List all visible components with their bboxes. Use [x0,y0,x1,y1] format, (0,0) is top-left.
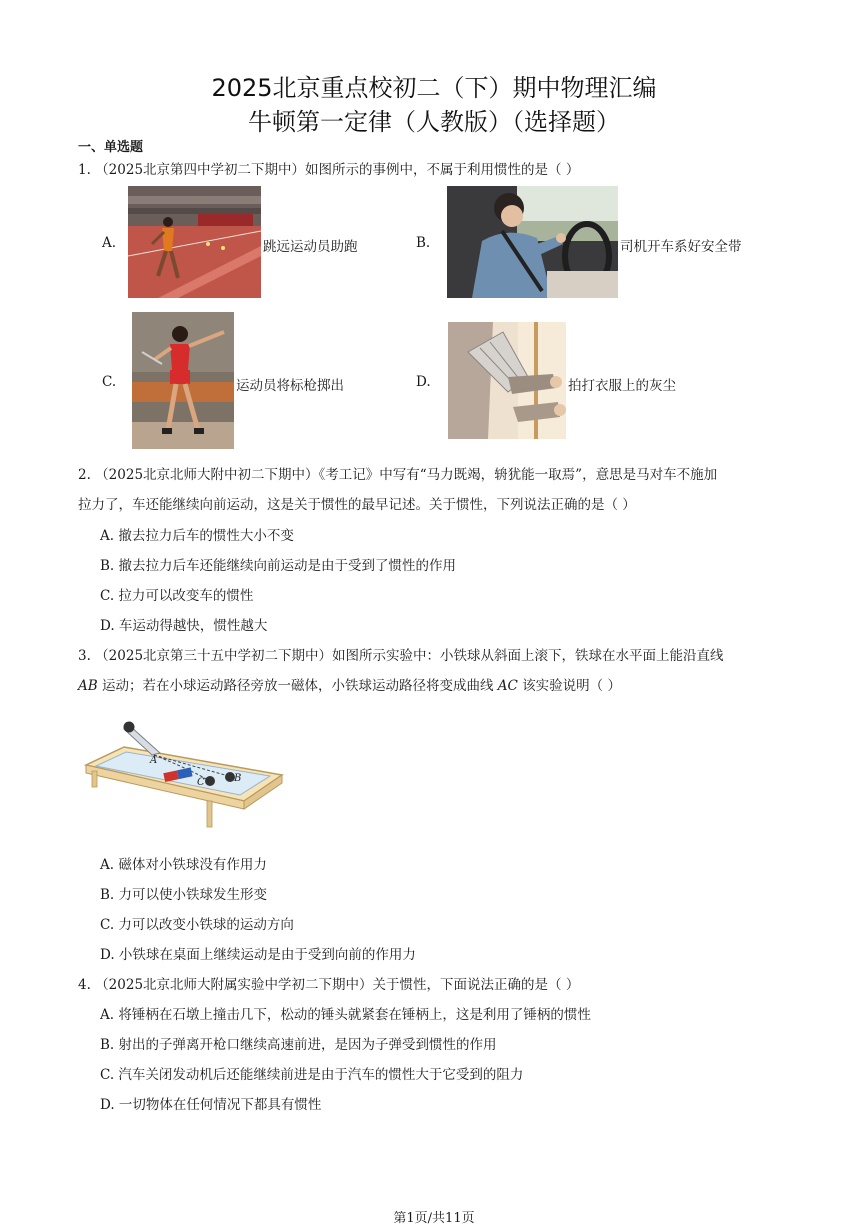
q2-option-a: A. 撤去拉力后车的惯性大小不变 [100,528,294,544]
q1-option-c-caption: 运动员将标枪掷出 [236,378,344,394]
figure-label-a: A [150,755,158,766]
javelin-thrower-image [132,312,234,449]
q3-option-d: D. 小铁球在桌面上继续运动是由于受到向前的作用力 [100,947,416,963]
q3-stem-end: 该实验说明（ ） [517,678,621,694]
q4-option-b: B. 射出的子弹离开枪口继续高速前进，是因为子弹受到惯性的作用 [100,1037,497,1053]
question-2-stem-line1: 2. （2025北京北师大附中初二下期中）《考工记》中写有“马力既竭，辀犹能一取焉”，意思是马对车不施加 [78,467,718,483]
q4-option-d: D. 一切物体在任何情况下都具有惯性 [100,1097,322,1113]
driver-seatbelt-image [447,186,618,298]
q1-option-a-caption: 跳远运动员助跑 [263,239,358,255]
question-3-stem-line2 [78,674,621,694]
q3-option-b: B. 力可以使小铁球发生形变 [100,887,268,903]
question-2-stem-line2: 拉力了，车还能继续向前运动，这是关于惯性的最早记述。关于惯性，下列说法正确的是（ ） [78,497,636,513]
document-title-line2: 牛顿第一定律（人教版）（选择题） [248,108,620,136]
q1-option-b-caption: 司机开车系好安全带 [620,239,742,255]
path-ab-label: AB [78,678,98,694]
beating-dust-clothes-image [448,322,566,439]
figure-label-c: C [197,777,205,788]
figure-label-b: B [234,773,242,784]
long-jump-runner-image [128,186,261,298]
q3-option-c: C. 力可以改变小铁球的运动方向 [100,917,294,933]
q4-option-c: C. 汽车关闭发动机后还能继续前进是由于汽车的惯性大于它受到的阻力 [100,1067,524,1083]
question-4-stem: 4. （2025北京北师大附属实验中学初二下期中）关于惯性，下面说法正确的是（ ） [78,977,580,993]
q4-option-a: A. 将锤柄在石墩上撞击几下，松动的锤头就紧套在锤柄上，这是利用了锤柄的惯性 [100,1007,591,1023]
path-ac-label: AC [497,678,518,694]
question-1-stem: 1. （2025北京第四中学初二下期中）如图所示的事例中，不属于利用惯性的是（ ） [78,162,580,178]
question-3-stem-line1: 3. （2025北京第三十五中学初二下期中）如图所示实验中：小铁球从斜面上滚下，铁球在水平面上能沿直线 [78,648,724,664]
q3-stem-mid: 运动；若在小球运动路径旁放一磁体，小铁球运动路径将变成曲线 [97,678,498,694]
document-title-line1: 2025北京重点校初二（下）期中物理汇编 [211,74,657,102]
q2-option-d: D. 车运动得越快，惯性越大 [100,618,268,634]
q1-option-d-caption: 拍打衣服上的灰尘 [568,378,676,394]
q1-option-a-letter: A. [102,235,117,251]
page-footer: 第1页/共11页 [393,1211,475,1226]
section-heading: 一、单选题 [78,140,144,155]
magnet-ball-experiment-figure [84,717,284,830]
q3-option-a: A. 磁体对小铁球没有作用力 [100,857,267,873]
q1-option-b-letter: B. [416,235,431,251]
q2-option-c: C. 拉力可以改变车的惯性 [100,588,254,604]
q1-option-d-letter: D. [416,374,431,390]
q2-option-b: B. 撤去拉力后车还能继续向前运动是由于受到了惯性的作用 [100,558,457,574]
q1-option-c-letter: C. [102,374,117,390]
